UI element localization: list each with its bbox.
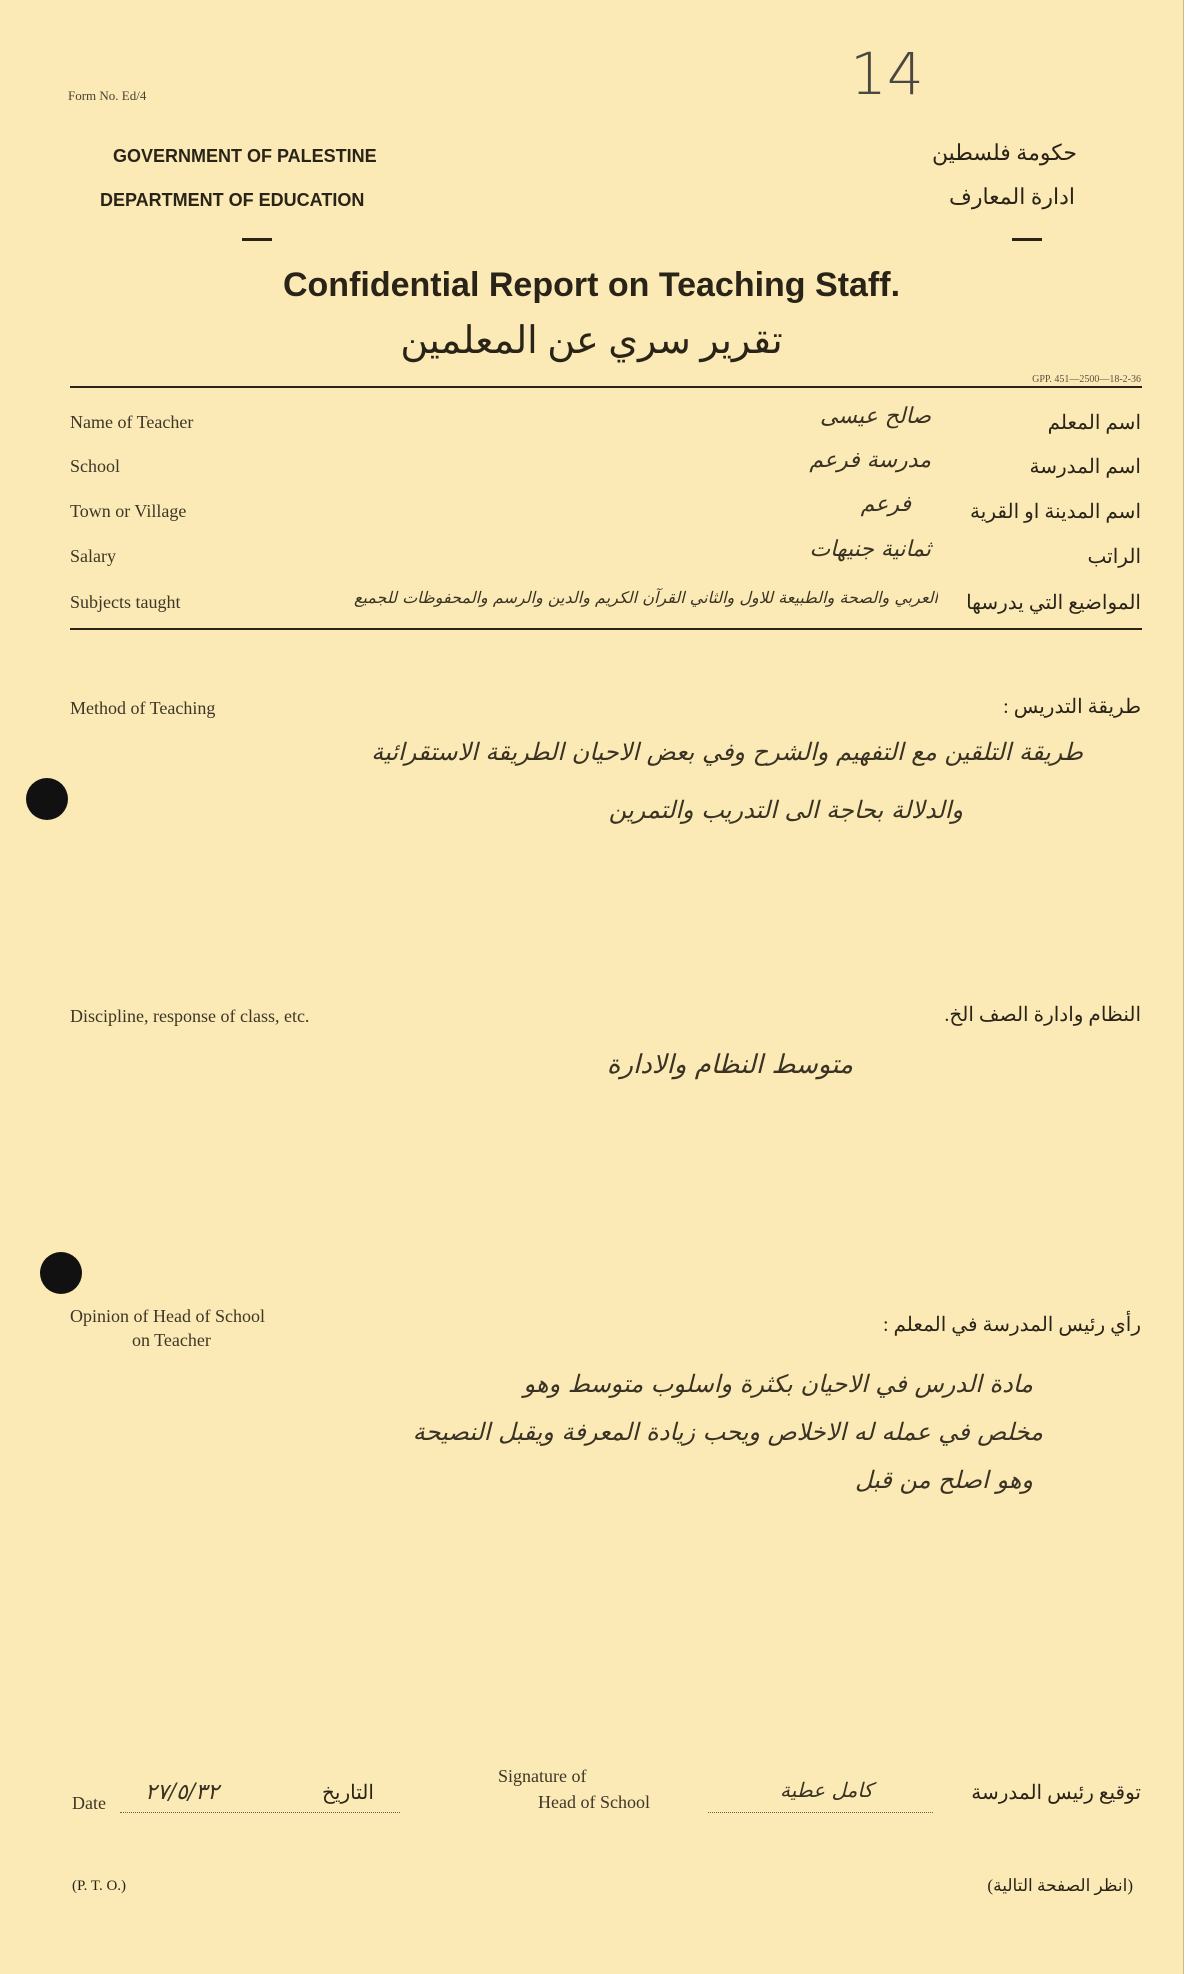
date-line xyxy=(120,1812,400,1813)
opinion-text-line-3: وهو اصلح من قبل xyxy=(854,1466,1033,1494)
page-number: 14 xyxy=(850,40,924,108)
discipline-text: متوسط النظام والادارة xyxy=(606,1050,853,1080)
head-signature: كامل عطية xyxy=(780,1778,873,1802)
opinion-label-line-1: Opinion of Head of School xyxy=(70,1306,265,1326)
town-or-village-label-ar: اسم المدينة او القرية xyxy=(970,501,1141,523)
discipline-label-ar: النظام وادارة الصف الخ. xyxy=(944,1004,1141,1026)
date-label-ar: التاريخ xyxy=(322,1782,374,1804)
pto-label-ar: (انظر الصفحة التالية) xyxy=(987,1876,1133,1895)
method-text-line-2: والدلالة بحاجة الى التدريب والتمرين xyxy=(608,796,963,824)
school-label: School xyxy=(70,456,121,476)
discipline-label: Discipline, response of class, etc. xyxy=(70,1006,310,1026)
government-label: GOVERNMENT OF PALESTINE xyxy=(113,146,377,166)
print-code: GPP. 451—2500—18-2-36 xyxy=(1032,374,1141,385)
punch-hole-bottom xyxy=(40,1252,82,1294)
method-label-ar: طريقة التدريس : xyxy=(1003,696,1141,718)
method-text-line-1: طريقة التلقين مع التفهيم والشرح وفي بعض الاحيان الطريقة الاستقرائية xyxy=(371,738,1083,766)
punch-hole-top xyxy=(26,778,68,820)
title-rule xyxy=(70,386,1142,388)
opinion-text-line-2: مخلص في عمله له الاخلاص ويحب زيادة المعرفة ويقبل النصيحة xyxy=(412,1418,1043,1446)
subjects-taught-value: العربي والصحة والطبيعة للاول والثاني القرآن الكريم والدين والرسم والمحفوظات للجميع xyxy=(353,588,938,607)
report-title-ar: تقرير سري عن المعلمين xyxy=(400,320,783,362)
salary-value: ثمانية جنيهات xyxy=(809,537,931,562)
fields-rule xyxy=(70,628,1142,630)
salary-label-ar: الراتب xyxy=(1087,546,1141,568)
header-dash-right xyxy=(1012,238,1042,241)
school-label-ar: اسم المدرسة xyxy=(1029,456,1141,478)
salary-label: Salary xyxy=(70,546,116,566)
government-label-ar: حكومة فلسطين xyxy=(931,140,1077,165)
signature-label-ar: توقيع رئيس المدرسة xyxy=(971,1782,1141,1804)
signature-label-line-1: Signature of xyxy=(498,1766,587,1786)
signature-line xyxy=(708,1812,933,1813)
opinion-label-ar: رأي رئيس المدرسة في المعلم : xyxy=(882,1314,1141,1336)
date-label: Date xyxy=(72,1793,106,1813)
subjects-taught-label-ar: المواضيع التي يدرسها xyxy=(966,592,1141,614)
name-of-teacher-value: صالح عيسى xyxy=(819,404,931,429)
department-label-ar: ادارة المعارف xyxy=(949,184,1075,209)
subjects-taught-label: Subjects taught xyxy=(70,592,181,612)
pto-label: (P. T. O.) xyxy=(72,1878,127,1894)
opinion-text-line-1: مادة الدرس في الاحيان بكثرة واسلوب متوسط وهو xyxy=(523,1370,1033,1398)
department-label: DEPARTMENT OF EDUCATION xyxy=(100,190,365,210)
school-value: مدرسة فرعم xyxy=(809,448,931,473)
form-number: Form No. Ed/4 xyxy=(68,88,147,103)
method-label: Method of Teaching xyxy=(70,698,216,718)
header-dash-left xyxy=(242,238,272,241)
report-title: Confidential Report on Teaching Staff. xyxy=(282,266,901,304)
town-or-village-label: Town or Village xyxy=(70,501,187,521)
name-of-teacher-label-ar: اسم المعلم xyxy=(1047,412,1141,434)
date-value: ٢٧/٥/٣٢ xyxy=(145,1780,219,1805)
signature-label-line-2: Head of School xyxy=(538,1792,650,1812)
opinion-label-line-2: on Teacher xyxy=(132,1330,211,1350)
town-or-village-value: فرعم xyxy=(860,492,911,517)
name-of-teacher-label: Name of Teacher xyxy=(70,412,194,432)
